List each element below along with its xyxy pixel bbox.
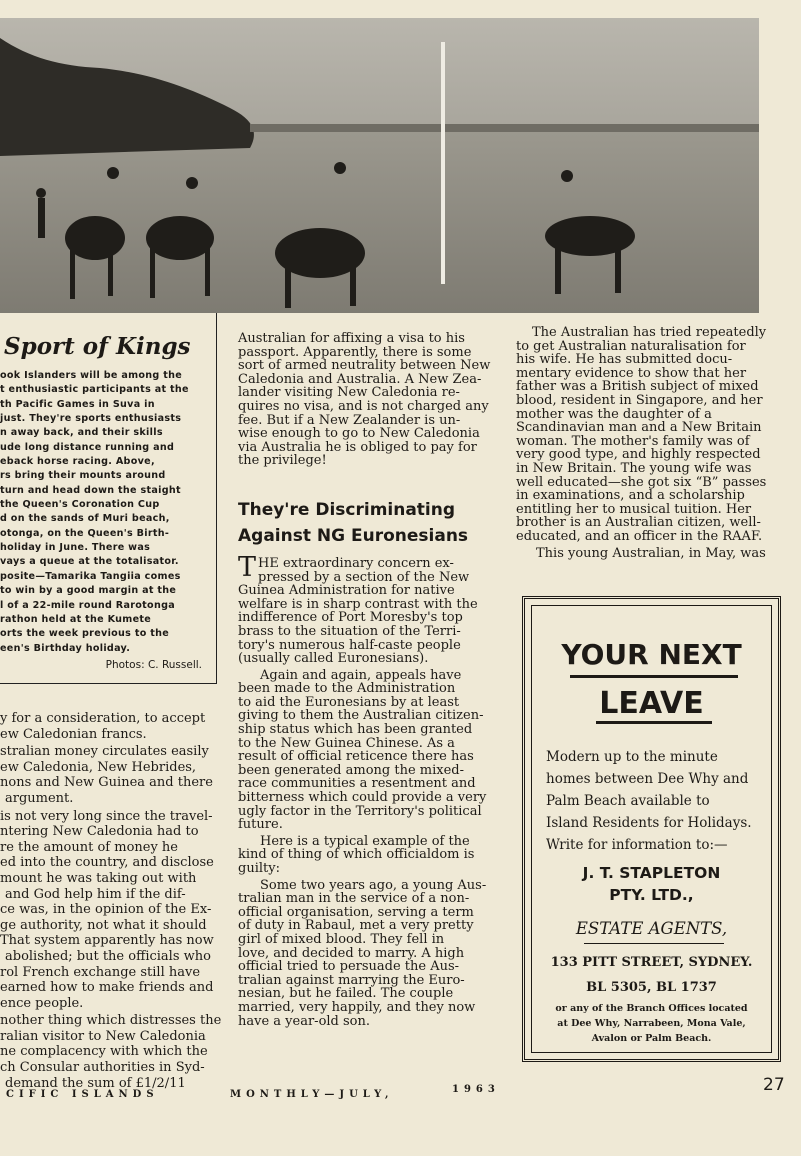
text-line: of duty in Rabaul, met a very pretty bbox=[238, 918, 474, 934]
text-line: been made to the Administration bbox=[238, 681, 456, 697]
text-line: y for a consideration, to accept bbox=[0, 711, 206, 726]
text-line: educated, and an officer in the RAAF. bbox=[516, 528, 763, 544]
caption-line: to win by a good margin at the bbox=[0, 585, 177, 597]
article-heading bbox=[238, 497, 500, 549]
text-line: mother was the daughter of a bbox=[516, 406, 712, 422]
caption-line: vays a queue at the totalisator. bbox=[0, 556, 179, 568]
text-line: This young Australian, in May, was bbox=[536, 545, 766, 561]
ad-underline bbox=[596, 721, 712, 724]
text-line: lander visiting New Caledonia re- bbox=[238, 385, 460, 401]
ad-company: J. T. STAPLETON bbox=[582, 864, 721, 882]
ad-underline bbox=[570, 675, 738, 678]
text-line: in New Britain. The young wife was bbox=[516, 460, 752, 476]
caption-line: rathon held at the Kumete bbox=[0, 613, 152, 625]
text-line: his wife. He has submitted docu- bbox=[516, 352, 733, 368]
text-line: to get Australian naturalisation for bbox=[516, 338, 746, 354]
text-line: ew Caledonia, New Hebrides, bbox=[0, 759, 197, 775]
caption-line: t enthusiastic participants at the bbox=[0, 384, 189, 396]
text-line: ch Consular authorities in Syd- bbox=[0, 1060, 205, 1076]
text-line: via Australia he is obliged to pay for bbox=[238, 439, 477, 455]
ad-branch-line: Avalon or Palm Beach. bbox=[591, 1033, 712, 1044]
text-line: sort of armed neutrality between New bbox=[238, 358, 491, 374]
text-line: future. bbox=[238, 817, 283, 833]
ad-divider bbox=[584, 943, 724, 944]
text-line: ed into the country, and disclose bbox=[0, 855, 214, 871]
advertisement-inner-border bbox=[531, 605, 772, 1053]
text-line: giving to them the Australian citizen- bbox=[238, 708, 484, 724]
text-line: ce was, in the opinion of the Ex- bbox=[0, 902, 212, 918]
text-line: ralian visitor to New Caledonia bbox=[0, 1028, 206, 1044]
ad-body-line: Island Residents for Holidays. bbox=[546, 815, 752, 831]
ad-branch-line: or any of the Branch Offices located bbox=[555, 1003, 748, 1014]
text-line: HE extraordinary concern ex- bbox=[258, 555, 454, 571]
text-line: blood, resident in Singapore, and her bbox=[516, 392, 763, 408]
text-line: very good type, and highly respected bbox=[516, 447, 761, 463]
ad-headline: YOUR NEXT bbox=[561, 638, 742, 671]
text-line: passport. Apparently, there is some bbox=[238, 344, 472, 360]
text-line: welfare is in sharp contrast with the bbox=[238, 596, 478, 612]
text-line: re the amount of money he bbox=[0, 839, 179, 855]
text-line: pressed by a section of the New bbox=[258, 569, 470, 585]
text-line: ntering New Caledonia had to bbox=[0, 824, 199, 840]
text-line: and God help him if the dif- bbox=[5, 886, 186, 902]
text-line: ew Caledonian francs. bbox=[0, 726, 147, 742]
caption-line: eback horse racing. Above, bbox=[0, 456, 155, 468]
text-line: in examinations, and a scholarship bbox=[516, 488, 745, 504]
text-line: wise enough to go to New Caledonia bbox=[238, 426, 480, 442]
text-line: The Australian has tried repeatedly bbox=[532, 325, 767, 340]
text-line: love, and decided to marry. A high bbox=[238, 945, 465, 961]
ad-branch-line: at Dee Why, Narrabeen, Mona Vale, bbox=[557, 1018, 746, 1029]
text-line: Guinea Administration for native bbox=[238, 583, 455, 599]
text-line: married, very happily, and they now bbox=[238, 999, 476, 1015]
text-line: official organisation, serving a term bbox=[238, 904, 474, 920]
text-line: well educated—she got six “B” passes bbox=[516, 474, 767, 490]
text-line: result of official reticence there has bbox=[238, 749, 474, 765]
text-line: nother thing which distresses the bbox=[0, 1013, 222, 1029]
article-body bbox=[238, 551, 500, 1029]
text-line: to the New Guinea Chinese. As a bbox=[238, 735, 455, 751]
ad-body-line: homes between Dee Why and bbox=[546, 771, 749, 787]
text-line: argument. bbox=[5, 790, 74, 806]
caption-line: ude long distance running and bbox=[0, 441, 175, 453]
text-line: official tried to persuade the Aus- bbox=[238, 959, 460, 975]
text-line: (usually called Euronesians). bbox=[238, 651, 429, 667]
text-line: nons and New Guinea and there bbox=[0, 775, 213, 791]
text-line: That system apparently has now bbox=[0, 933, 214, 949]
text-line: brother is an Australian citizen, well- bbox=[516, 515, 761, 531]
caption-line: turn and head down the staight bbox=[0, 484, 181, 496]
text-line: have a year-old son. bbox=[238, 1013, 371, 1029]
ad-body-line: Write for information to:— bbox=[546, 837, 728, 853]
text-line: tralian man in the service of a non- bbox=[238, 891, 470, 907]
text-line: the privilege! bbox=[238, 453, 327, 469]
ad-agents: ESTATE AGENTS, bbox=[575, 919, 728, 938]
ad-phone: BL 5305, BL 1737 bbox=[586, 980, 717, 995]
ad-company: PTY. LTD., bbox=[609, 886, 694, 904]
text-line: Australian for affixing a visa to his bbox=[238, 331, 465, 346]
column-1 bbox=[0, 711, 228, 1091]
text-line: father was a British subject of mixed bbox=[516, 379, 759, 395]
page-number: 27 bbox=[763, 1075, 785, 1095]
photo-caption-box bbox=[0, 313, 217, 684]
text-line: demand the sum of £1/2/11 bbox=[5, 1075, 186, 1091]
text-line: entitling her to musical tuition. Her bbox=[516, 501, 752, 517]
text-line: ne complacency with which the bbox=[0, 1044, 208, 1060]
text-line: guilty: bbox=[238, 861, 280, 876]
ad-body bbox=[546, 746, 766, 856]
caption-line: d on the sands of Muri beach, bbox=[0, 513, 170, 525]
text-line: Here is a typical example of the bbox=[260, 833, 470, 849]
text-line: mount he was taking out with bbox=[0, 870, 197, 886]
text-line: indifference of Port Moresby's top bbox=[238, 610, 463, 626]
text-line: ugly factor in the Territory's political bbox=[238, 803, 482, 819]
caption-line: th Pacific Games in Suva in bbox=[0, 398, 155, 410]
text-line: ship status which has been granted bbox=[238, 722, 473, 738]
caption-line: orts the week previous to the bbox=[0, 628, 170, 640]
text-line: abolished; but the officials who bbox=[5, 948, 211, 964]
ad-body-line: Palm Beach available to bbox=[546, 793, 710, 809]
column-3 bbox=[516, 326, 774, 560]
text-line: ge authority, not what it should bbox=[0, 917, 207, 933]
beach-horse-race-image bbox=[0, 18, 759, 313]
photo-credit: Photos: C. Russell. bbox=[105, 659, 202, 671]
caption-line: otonga, on the Queen's Birth- bbox=[0, 527, 170, 539]
text-line: tory's numerous half-caste people bbox=[238, 637, 461, 653]
text-line: ence people. bbox=[0, 995, 84, 1011]
ad-body-line: Modern up to the minute bbox=[546, 749, 718, 765]
advertisement-box bbox=[522, 596, 781, 1062]
article-heading-line: They're Discriminating bbox=[238, 499, 456, 520]
horse-race-photo bbox=[0, 18, 759, 313]
caption-line: the Queen's Coronation Cup bbox=[0, 499, 160, 511]
caption-line: een's Birthday holiday. bbox=[0, 642, 131, 654]
drop-cap: T bbox=[238, 551, 257, 583]
text-line: is not very long since the travel- bbox=[0, 808, 213, 824]
footer-year: 1963 bbox=[452, 1084, 500, 1095]
caption-title: Sport of Kings bbox=[4, 333, 191, 360]
column-2 bbox=[238, 332, 500, 1028]
caption-line: n away back, and their skills bbox=[0, 427, 163, 439]
text-line: fee. But if a New Zealander is un- bbox=[238, 412, 461, 428]
caption-line: just. They're sports enthusiasts bbox=[0, 413, 182, 425]
text-line: Scandinavian man and a New Britain bbox=[516, 420, 762, 436]
text-line: to aid the Euronesians by at least bbox=[238, 694, 460, 710]
footer-publication: CIFIC ISLANDS bbox=[6, 1089, 159, 1100]
text-line: earned how to make friends and bbox=[0, 980, 214, 996]
caption-line: rs bring their mounts around bbox=[0, 470, 166, 482]
text-line: tralian against marrying the Euro- bbox=[238, 972, 465, 988]
text-line: quires no visa, and is not charged any bbox=[238, 398, 489, 414]
text-line: kind of thing of which officialdom is bbox=[238, 847, 475, 863]
caption-line: ook Islanders will be among the bbox=[0, 370, 183, 381]
ad-address: 133 PITT STREET, SYDNEY. bbox=[550, 955, 753, 970]
text-line: bitterness which could provide a very bbox=[238, 790, 487, 806]
caption-text bbox=[0, 369, 204, 656]
caption-line: l of a 22-mile round Rarotonga bbox=[0, 599, 176, 611]
article-heading-line: Against NG Euronesians bbox=[238, 525, 469, 546]
text-line: been generated among the mixed- bbox=[238, 762, 465, 778]
text-line: rol French exchange still have bbox=[0, 964, 201, 980]
caption-line: holiday in June. There was bbox=[0, 542, 151, 554]
text-line: Caledonia and Australia. A New Zea- bbox=[238, 371, 482, 387]
text-line: nesian, but he failed. The couple bbox=[238, 986, 454, 1002]
text-line: race communities a resentment and bbox=[238, 776, 476, 792]
text-line: mentary evidence to show that her bbox=[516, 365, 747, 381]
footer-issue: MONTHLY—JULY, bbox=[230, 1089, 394, 1100]
text-line: Some two years ago, a young Aus- bbox=[260, 877, 487, 893]
text-line: brass to the situation of the Terri- bbox=[238, 623, 461, 639]
caption-line: posite—Tamarika Tangiia comes bbox=[0, 570, 181, 582]
text-line: Again and again, appeals have bbox=[260, 667, 462, 683]
text-line: stralian money circulates easily bbox=[0, 744, 209, 760]
text-line: woman. The mother's family was of bbox=[516, 433, 750, 449]
text-line: girl of mixed blood. They fell in bbox=[238, 931, 445, 947]
ad-headline: LEAVE bbox=[599, 686, 704, 721]
